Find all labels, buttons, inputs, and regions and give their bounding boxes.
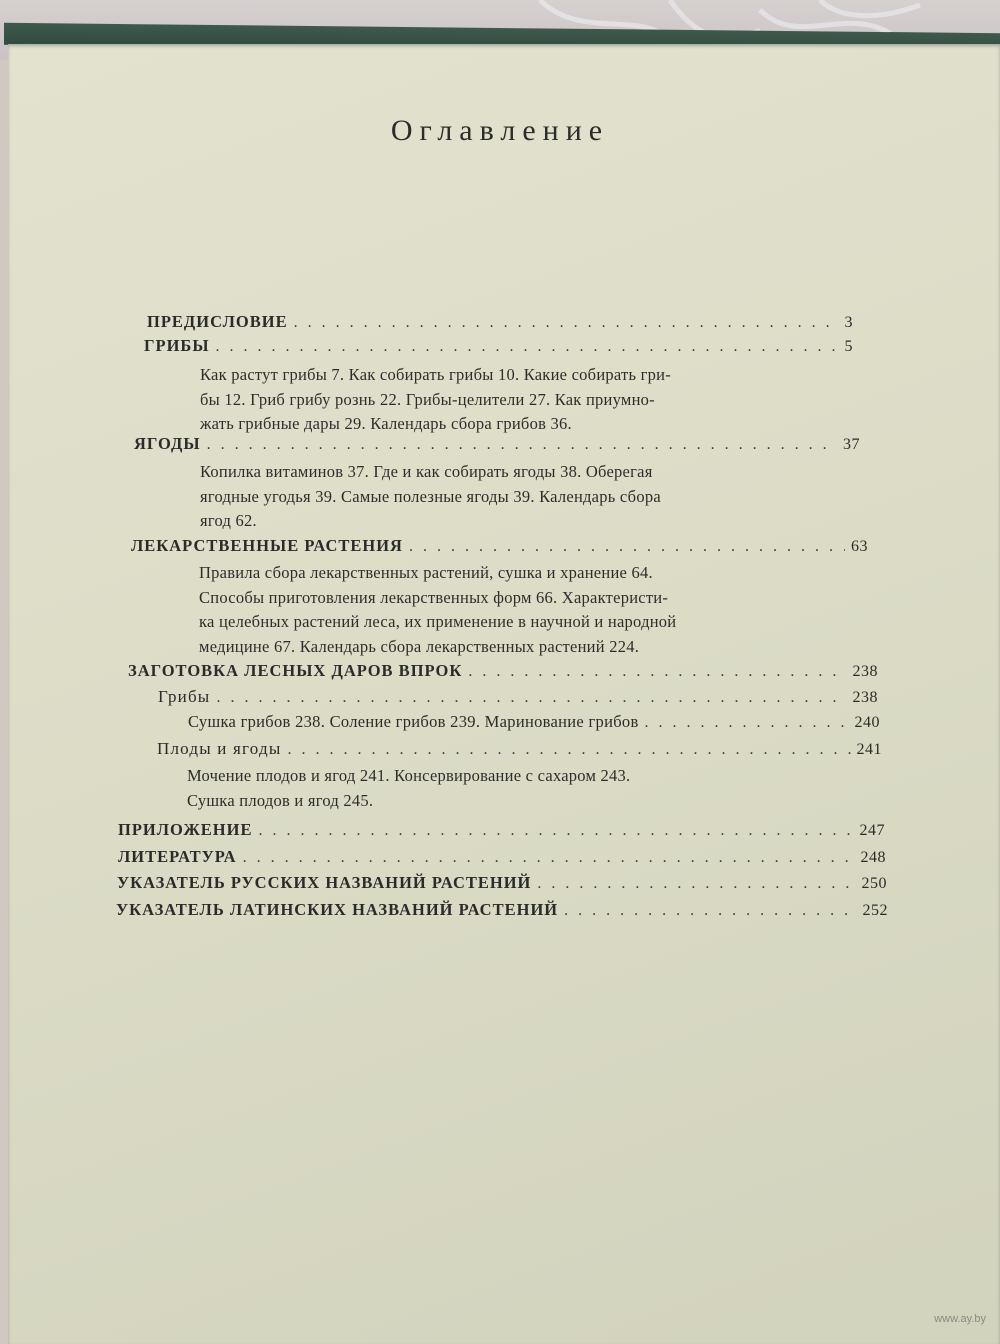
desc-line: Сушка грибов 238. Соление грибов 239. Маринование грибов xyxy=(188,712,639,731)
desc-line: жать грибные дары 29. Календарь сбора грибов 36. xyxy=(200,414,572,433)
desc-line: ягод 62. xyxy=(200,511,257,530)
toc-entry-label: ЯГОДЫ xyxy=(134,434,201,453)
watermark: www.ay.by xyxy=(934,1313,986,1325)
leader-dots xyxy=(645,714,849,732)
leader-dots xyxy=(468,663,846,681)
desc-line: Сушка плодов и ягод 245. xyxy=(187,790,374,810)
toc-entry-appendix xyxy=(118,820,885,840)
toc-entry-label: УКАЗАТЕЛЬ РУССКИХ НАЗВАНИЙ РАСТЕНИЙ xyxy=(117,873,532,892)
toc-entry-mushrooms-desc xyxy=(200,363,671,437)
toc-subentry-fruits-desc xyxy=(187,764,630,813)
desc-line: ягодные угодья 39. Самые полезные ягоды 39. Календарь сбора xyxy=(200,486,661,506)
leader-dots xyxy=(216,689,846,707)
leader-dots xyxy=(409,538,845,556)
toc-entry-page: 248 xyxy=(860,849,886,866)
toc-entry-page: 247 xyxy=(859,822,885,839)
toc-entry-label: ГРИБЫ xyxy=(144,336,210,355)
desc-line: ка целебных растений леса, их применение в научной и народной xyxy=(199,612,677,631)
toc-entry-page: 238 xyxy=(852,663,878,680)
desc-line: Копилка витаминов 37. Где и как собирать ягоды 38. Оберегая xyxy=(200,462,653,481)
toc-entry-label: Грибы xyxy=(158,687,211,706)
toc-entry-page: 240 xyxy=(854,714,880,731)
toc-subentry-mushrooms-desc xyxy=(188,712,880,732)
toc-entry-preface xyxy=(147,312,853,332)
toc-entry-label: УКАЗАТЕЛЬ ЛАТИНСКИХ НАЗВАНИЙ РАСТЕНИЙ xyxy=(116,900,559,919)
toc-entry-label: Плоды и ягоды xyxy=(157,739,282,758)
toc-subentry-mushrooms xyxy=(158,687,878,707)
desc-line: медицине 67. Календарь сбора лекарственных растений 224. xyxy=(199,636,640,656)
leader-dots xyxy=(207,436,837,454)
toc-entry-page: 252 xyxy=(862,902,888,919)
leader-dots xyxy=(537,875,855,893)
toc-entry-page: 5 xyxy=(844,338,853,355)
desc-line: Как растут грибы 7. Как собирать грибы 10. Какие собирать гри- xyxy=(200,365,671,384)
toc-entry-index-russian xyxy=(117,873,887,893)
toc-entry-medicinal-desc xyxy=(199,561,676,659)
leader-dots xyxy=(564,902,856,920)
toc-entry-page: 37 xyxy=(843,436,860,453)
page-title: Оглавление xyxy=(390,114,610,147)
leader-dots xyxy=(216,338,839,356)
leader-dots xyxy=(258,822,853,840)
toc-entry-mushrooms xyxy=(144,336,853,356)
toc-entry-page: 3 xyxy=(844,314,853,331)
desc-line: Способы приготовления лекарственных форм 66. Характеристи- xyxy=(199,587,669,607)
toc-entry-label: ЛИТЕРАТУРА xyxy=(118,847,237,866)
desc-line: Мочение плодов и ягод 241. Консервирование с сахаром 243. xyxy=(187,766,631,785)
toc-entry-label: ПРЕДИСЛОВИЕ xyxy=(147,312,288,331)
toc-entry-label: ЛЕКАРСТВЕННЫЕ РАСТЕНИЯ xyxy=(131,536,403,555)
desc-line: Правила сбора лекарственных растений, сушка и хранение 64. xyxy=(199,563,653,582)
leader-dots xyxy=(243,849,855,867)
toc-entry-berries xyxy=(134,434,860,454)
toc-entry-page: 63 xyxy=(851,538,868,555)
toc-entry-berries-desc xyxy=(200,460,661,534)
toc-entry-label: ЗАГОТОВКА ЛЕСНЫХ ДАРОВ ВПРОК xyxy=(128,661,463,680)
toc-entry-medicinal xyxy=(131,536,868,556)
toc-entry-index-latin xyxy=(116,900,888,920)
toc-entry-page: 241 xyxy=(856,741,882,758)
toc-entry-page: 238 xyxy=(852,689,878,706)
toc-entry-preserving xyxy=(128,661,878,681)
toc-subentry-fruits xyxy=(157,739,882,759)
toc-entry-literature xyxy=(118,847,886,867)
desc-line: бы 12. Гриб грибу рознь 22. Грибы-целители 27. Как приумно- xyxy=(200,389,655,409)
leader-dots xyxy=(288,741,851,759)
leader-dots xyxy=(294,314,839,332)
toc-entry-page: 250 xyxy=(861,875,887,892)
toc-entry-label: ПРИЛОЖЕНИЕ xyxy=(118,820,253,839)
